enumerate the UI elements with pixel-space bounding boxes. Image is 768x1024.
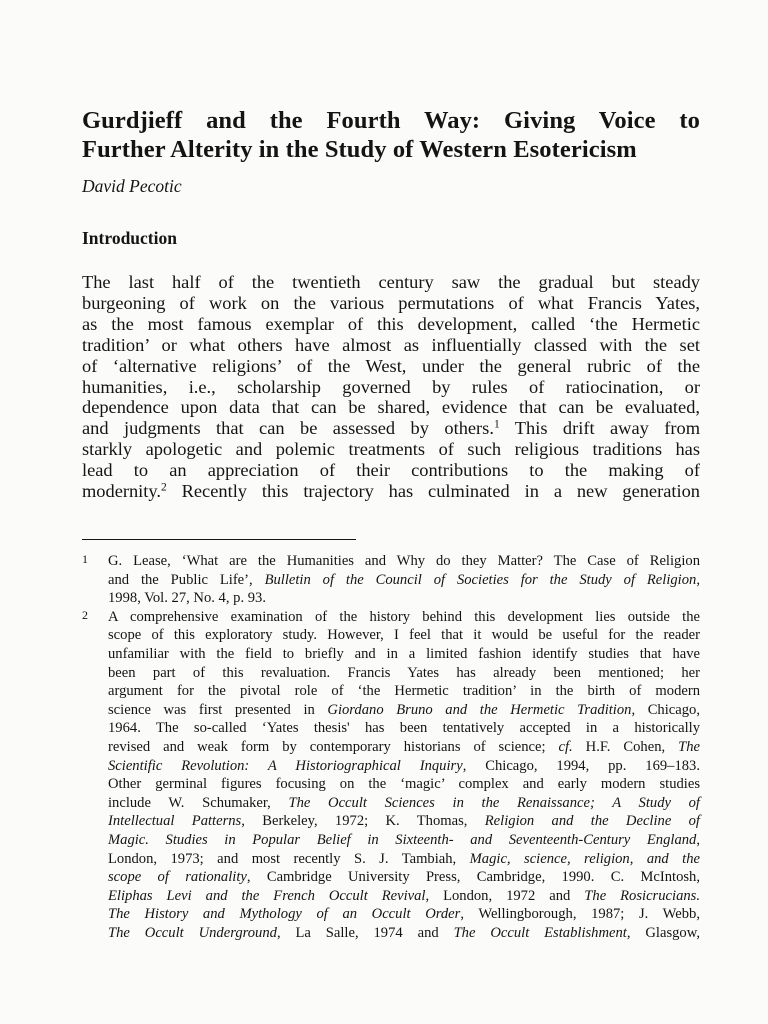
- footnote-segment: , London, 1972 and: [425, 887, 585, 904]
- footnote-text: [108, 608, 700, 943]
- body-line: humanities, i.e., scholarship governed by rules of ratiocination, or: [82, 376, 700, 397]
- footnote-line: [108, 571, 700, 590]
- article-title: [82, 106, 700, 164]
- footnote-citation-title: The Occult Sciences in the Renaissance; A Study of: [288, 794, 700, 811]
- body-line: dependence upon data that can be shared, evidence that can be evaluated,: [82, 397, 700, 418]
- footnote-citation-title: Magic. Studies in Popular Belief in Sixteenth- and Seventeenth-Century England: [108, 831, 697, 848]
- footnotes: [82, 552, 700, 942]
- footnote-citation-title: Giordano Bruno and the Hermetic Tradition: [327, 701, 632, 718]
- footnote-citation-title: The Occult Underground: [108, 924, 277, 941]
- footnote-segment: ,: [696, 571, 700, 588]
- footnote-citation-title: Magic, science, religion, and the: [469, 850, 700, 867]
- footnote-line: unfamiliar with the field to briefly and in a limited fashion identify studies that have: [108, 645, 700, 662]
- footnote-line: [108, 701, 700, 720]
- footnote-segment: ,: [696, 831, 700, 848]
- section-heading: Introduction: [82, 228, 177, 248]
- footnote-line: [108, 905, 700, 924]
- footnote-line: [108, 868, 700, 887]
- footnote-number: 2: [82, 607, 88, 622]
- body-line: The last half of the twentieth century saw the gradual but steady: [82, 272, 700, 292]
- footnote-citation-title: Scientific Revolution: A Historiographical Inquiry: [108, 757, 463, 774]
- body-paragraph: [82, 272, 700, 502]
- footnote-1: [82, 552, 700, 608]
- footnote-line: Other germinal figures focusing on the ‘magic’ complex and early modern studies: [108, 776, 700, 793]
- footnote-citation-title: Intellectual Patterns: [108, 813, 242, 830]
- footnote-number: 1: [82, 552, 88, 566]
- author-name: David Pecotic: [82, 176, 182, 196]
- body-line: starkly apologetic and polemic treatments of such religious traditions has: [82, 439, 700, 460]
- body-line: lead to an appreciation of their contributions to the making of: [82, 460, 700, 481]
- title-line-1: Gurdjieff and the Fourth Way: Giving Voice to: [82, 107, 700, 134]
- footnote-line: scope of this exploratory study. However, I feel that it would be useful for the reader: [108, 627, 700, 644]
- footnote-segment: , Wellingborough, 1987; J. Webb,: [460, 906, 700, 923]
- footnote-line: [108, 812, 700, 831]
- footnote-line: [108, 738, 700, 757]
- footnote-segment: , Chicago,: [631, 701, 700, 718]
- footnote-segment: and the Public Life’,: [108, 571, 265, 588]
- body-line: of ‘alternative religions’ of the West, under the general rubric of the: [82, 355, 700, 376]
- footnote-citation-title: The History and Mythology of an Occult Order: [108, 906, 461, 923]
- footnote-segment: H.F. Cohen,: [572, 738, 679, 755]
- body-text-segment: and judgments that can be assessed by others.: [82, 418, 494, 439]
- footnote-line: 1998, Vol. 27, No. 4, p. 93.: [108, 590, 266, 607]
- footnote-segment: include W. Schumaker,: [108, 794, 289, 811]
- footnote-line: A comprehensive examination of the history behind this development lies outside the: [108, 608, 700, 625]
- footnote-line: argument for the pivotal role of ‘the Hermetic tradition’ in the birth of modern: [108, 683, 700, 700]
- footnote-segment: London, 1973; and most recently S. J. Tambiah,: [108, 850, 470, 867]
- footnote-line: been part of this revaluation. Francis Yates has already been mentioned; her: [108, 664, 700, 681]
- footnote-line: [108, 757, 700, 776]
- footnote-ref-2[interactable]: 2: [161, 481, 167, 494]
- body-line: [82, 418, 700, 439]
- footnote-separator: [82, 539, 356, 540]
- footnote-segment: , Cambridge University Press, Cambridge, 1990. C. McIntosh,: [246, 869, 701, 886]
- footnote-citation-title: The Occult Establishment: [453, 924, 627, 941]
- footnote-segment: , Chicago, 1994, pp. 169–183.: [462, 757, 700, 774]
- footnote-ref-1[interactable]: 1: [493, 419, 500, 432]
- footnote-citation-title: Bulletin of the Council of Societies for the Study of Religion: [264, 571, 697, 588]
- body-line: tradition’ or what others have almost as influentially classed with the set: [82, 334, 700, 355]
- body-text-segment: This drift away from: [499, 418, 701, 439]
- footnote-segment: revised and weak form by contemporary historians of science;: [108, 738, 559, 755]
- body-line: burgeoning of work on the various permutations of what Francis Yates,: [82, 292, 700, 313]
- footnote-segment: , Glasgow,: [626, 924, 700, 941]
- footnote-segment: , La Salle, 1974 and: [276, 924, 454, 941]
- footnote-text: [108, 552, 700, 608]
- footnote-line: [108, 924, 700, 943]
- body-text-segment: Recently this trajectory has culminated in a new generation: [166, 481, 700, 502]
- footnote-line: [108, 831, 700, 850]
- footnote-line: [108, 794, 700, 813]
- footnote-citation-title: Eliphas Levi and the French Occult Revival: [108, 887, 426, 904]
- footnote-line: G. Lease, ‘What are the Humanities and Why do they Matter? The Case of Religion: [108, 553, 700, 569]
- footnote-line: [108, 850, 700, 869]
- footnote-2: [82, 608, 700, 943]
- body-text-segment: modernity.: [82, 481, 161, 502]
- footnote-line: [108, 887, 700, 906]
- footnote-citation-title: The: [678, 738, 700, 755]
- footnote-citation-title: scope of rationality: [108, 869, 247, 886]
- footnote-line: 1964. The so-called ‘Yates thesis' has been tentatively accepted in a historically: [108, 720, 700, 737]
- body-line: [82, 481, 700, 502]
- footnote-abbrev: cf.: [558, 738, 573, 755]
- title-line-2: Further Alterity in the Study of Western Esotericism: [82, 136, 637, 163]
- footnote-segment: science was first presented in: [108, 701, 328, 718]
- body-line: as the most famous exemplar of this development, called ‘the Hermetic: [82, 313, 700, 334]
- footnote-segment: , Berkeley, 1972; K. Thomas,: [241, 813, 485, 830]
- footnote-citation-title: Religion and the Decline of: [484, 813, 700, 830]
- footnote-citation-title: The Rosicrucians.: [584, 887, 700, 904]
